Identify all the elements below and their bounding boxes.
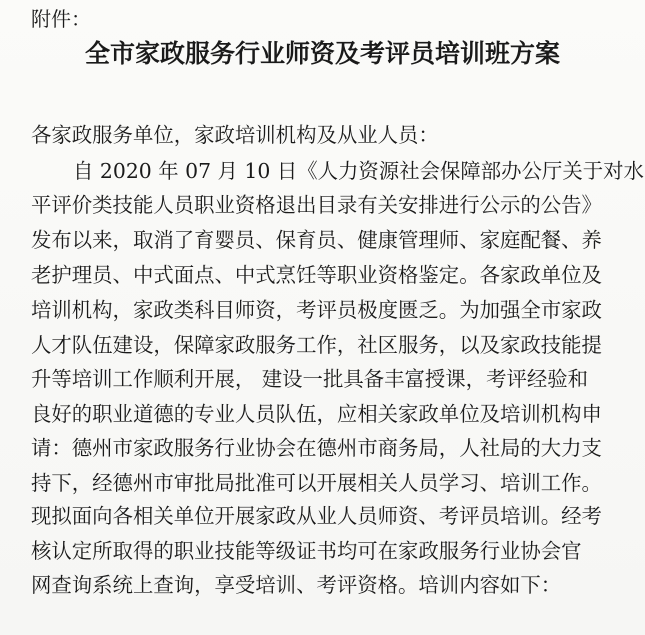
salutation: 各家政服务单位，家政培训机构及从业人员：: [31, 123, 439, 147]
body-line: 良好的职业道德的专业人员队伍，应相关家政单位及培训机构申: [31, 402, 602, 426]
body-line: 升等培训工作顺利开展， 建设一批具备丰富授课，考评经验和: [31, 367, 589, 391]
body-line: 老护理员、中式面点、中式烹饪等职业资格鉴定。各家政单位及: [31, 263, 602, 287]
body-line: 自 2020 年 07 月 10 日《人力资源社会保障部办公厅关于对水: [73, 159, 644, 183]
attachment-label: 附件：: [31, 7, 91, 31]
body-line: 人才队伍建设，保障家政服务工作，社区服务，以及家政技能提: [31, 333, 602, 357]
body-line: 请：德州市家政服务行业协会在德州市商务局，人社局的大力支: [31, 436, 602, 460]
body-line: 发布以来，取消了育婴员、保育员、健康管理师、家庭配餐、养: [31, 228, 602, 252]
body-line: 平评价类技能人员职业资格退出目录有关安排进行公示的公告》: [31, 193, 602, 217]
body-line: 持下，经德州市审批局批准可以开展相关人员学习、培训工作。: [31, 471, 602, 495]
body-line: 网查询系统上查询，享受培训、考评资格。培训内容如下：: [31, 573, 562, 597]
body-line: 核认定所取得的职业技能等级证书均可在家政服务行业协会官: [31, 539, 582, 563]
body-line: 现拟面向各相关单位开展家政从业人员师资、考评员培训。经考: [31, 504, 602, 528]
document-title: 全市家政服务行业师资及考评员培训班方案: [84, 39, 560, 68]
body-line: 培训机构，家政类科目师资，考评员极度匮乏。为加强全市家政: [31, 298, 602, 322]
